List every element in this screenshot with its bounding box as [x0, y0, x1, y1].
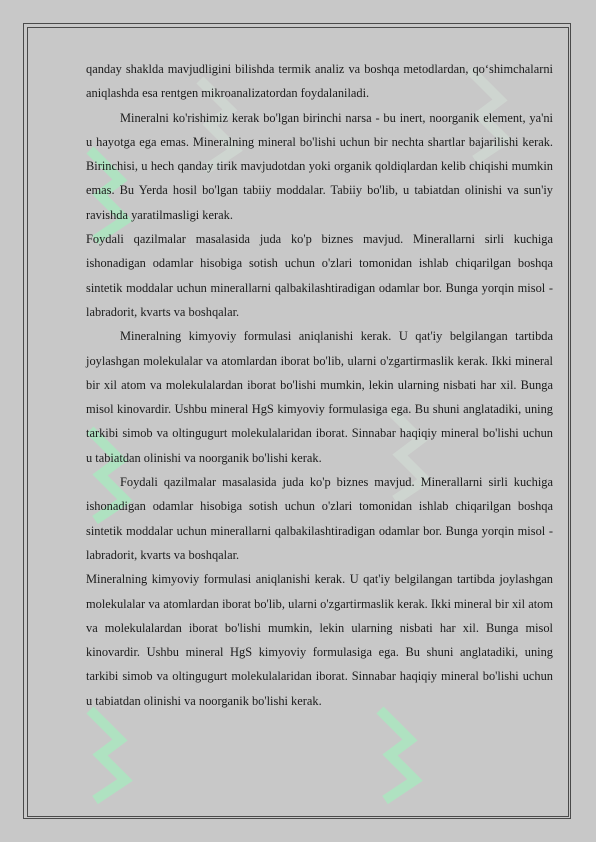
paragraph: Foydali qazilmalar masalasida juda ko'p biznes mavjud. Minerallarni sirli kuchiga ishonadigan odamlar hisobiga sotish uchun o'zlari tomonidan ishlab chiqarilgan boshqa sintetik moddalar uchun minerallarni qalbakilashtiradigan odamlar bor. Bunga yorqin misol - labradorit, kvarts va boshqalar. [86, 232, 553, 319]
paragraph: qanday shaklda mavjudligini bilishda termik analiz va boshqa metodlardan, qo‘shimchalarni aniqlashda esa rentgen mikroanalizatordan foydalaniladi. [86, 62, 553, 101]
paragraph: Foydali qazilmalar masalasida juda ko'p biznes mavjud. Minerallarni sirli kuchiga ishonadigan odamlar hisobiga sotish uchun o'zlari tomonidan ishlab chiqarilgan boshqa sintetik moddalar uchun minerallarni qalbakilashtiradigan odamlar bor. Bunga yorqin misol - labradorit, kvarts va boshqalar. [86, 475, 553, 562]
paragraph: Mineralning kimyoviy formulasi aniqlanishi kerak. U qat'iy belgilangan tartibda joylashgan molekulalar va atomlardan iborat bo'lib, ularni o'zgartirmaslik kerak. Ikki mineral bir xil atom va molekulalardan iborat bo'lishi mumkin, lekin ularning nisbati har xil. Bunga misol kinovardir. Ushbu mineral HgS kimyoviy formulasiga ega. Bu shuni anglatadiki, uning tarkibi simob va oltingugurt molekulalaridan iborat. Sinnabar haqiqiy mineral bo'lishi uchun u tabiatdan olinishi va noorganik bo'lishi kerak. [86, 572, 553, 708]
paragraph: Mineralning kimyoviy formulasi aniqlanishi kerak. U qat'iy belgilangan tartibda joylashgan molekulalar va atomlardan iborat bo'lib, ularni o'zgartirmaslik kerak. Ikki mineral bir xil atom va molekulalardan iborat bo'lishi mumkin, lekin ularning nisbati har xil. Bunga misol kinovardir. Ushbu mineral HgS kimyoviy formulasiga ega. Bu shuni anglatadiki, uning tarkibi simob va oltingugurt molekulalaridan iborat. Sinnabar haqiqiy mineral bo'lishi uchun u tabiatdan olinishi va noorganik bo'lishi kerak. [86, 329, 553, 465]
paragraph: Mineralni ko'rishimiz kerak bo'lgan birinchi narsa - bu inert, noorganik element, ya'ni u hayotga ega emas. Mineralning mineral bo'lishi uchun bir nechta shartlar bajarilishi kerak. Birinchisi, u hech qanday tirik mavjudotdan yoki organik qoldiqlardan kelib chiqishi mumkin emas. Bu Yerda hosil bo'lgan tabiiy moddalar. Tabiiy bo'lib, u tabiatdan olinishi va sun'iy ravishda yaratilmasligi kerak. [86, 110, 553, 222]
document-body [86, 57, 553, 713]
